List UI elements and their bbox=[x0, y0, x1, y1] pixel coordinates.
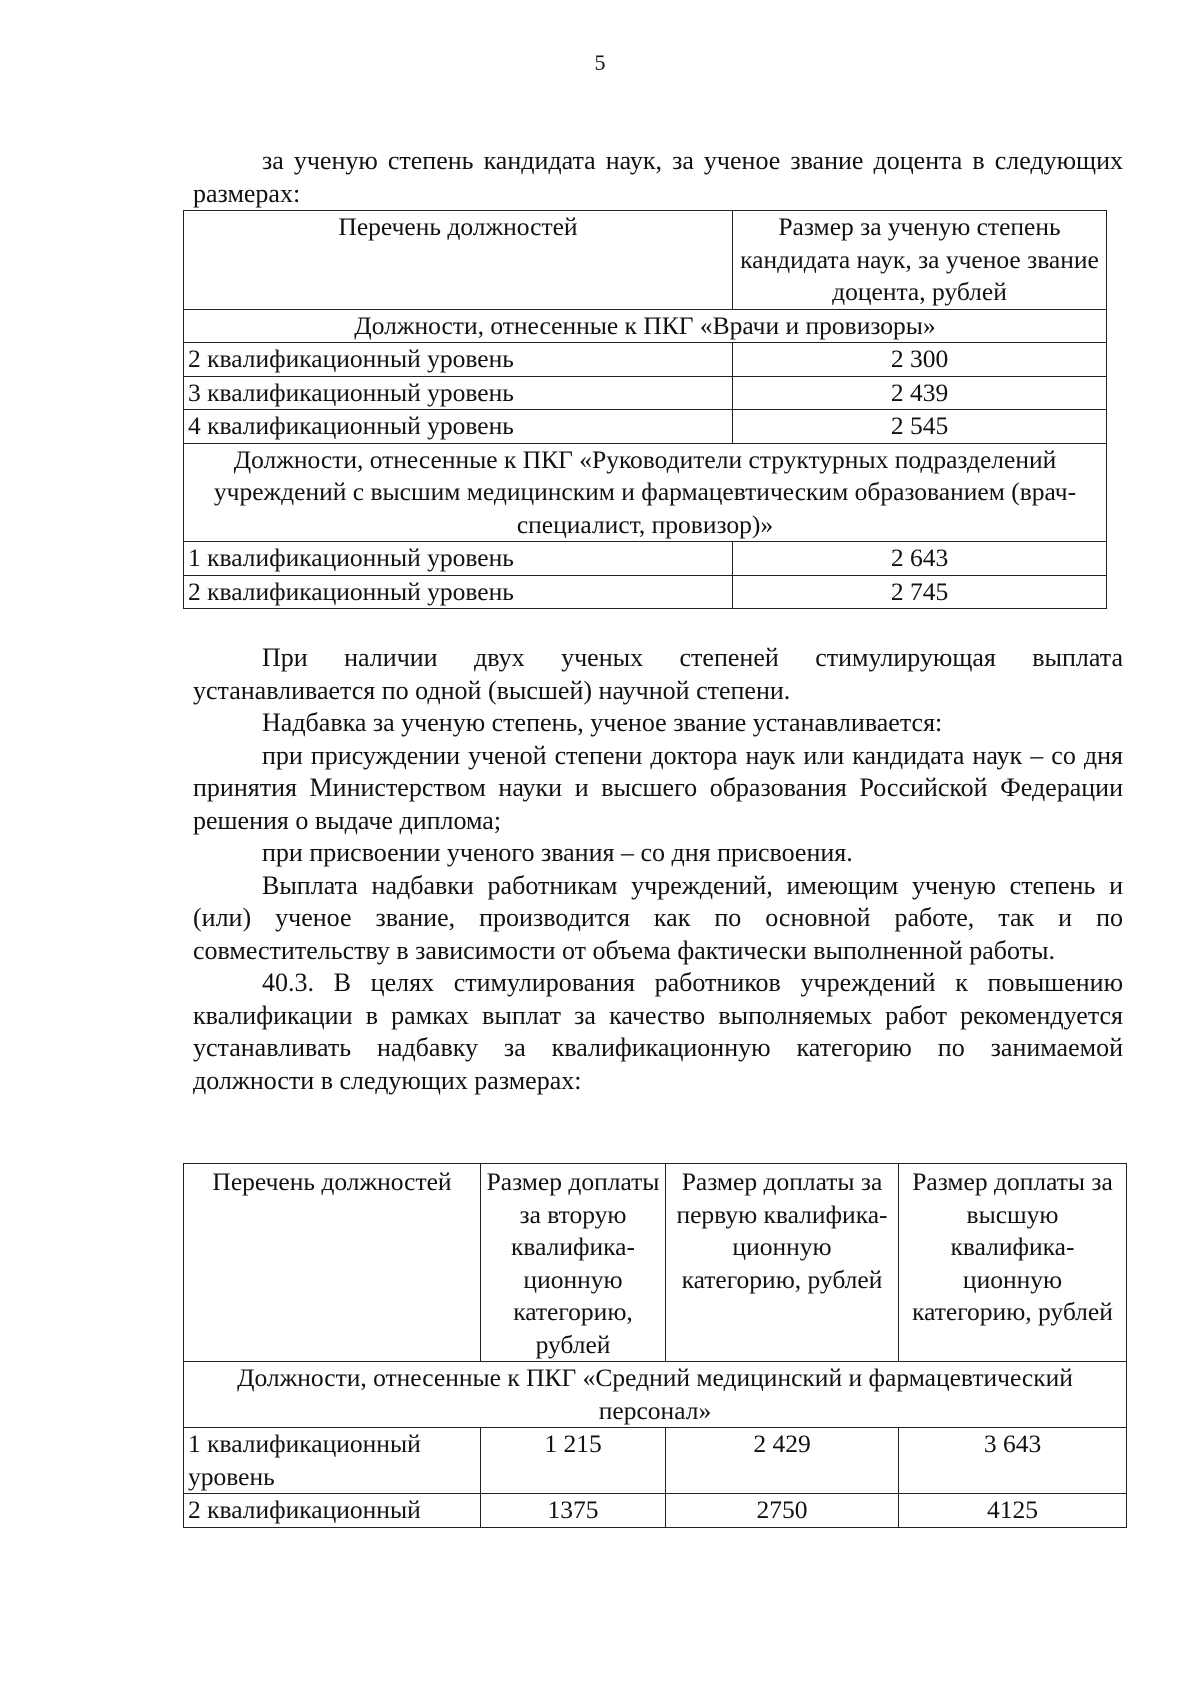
amount-cell: 2 745 bbox=[733, 575, 1107, 609]
column-header-highest-category: Размер доплаты за высшую квалифика-ционную категорию, рублей bbox=[899, 1164, 1127, 1362]
paragraph-40-3: 40.3. В целях стимулирования работников учреждений к повышению квалификации в рамках выплат за качество выполняемых работ рекомендуется устанавливать надбавку за квалификационную категорию по занимаемой должности в следующих размерах: bbox=[193, 968, 1123, 1095]
amount-cell: 2 545 bbox=[733, 410, 1107, 444]
paragraph: При наличии двух ученых степеней стимулирующая выплата устанавливается по одной (высшей) научной степени. bbox=[193, 643, 1123, 705]
level-cell: 1 квалификационный уровень bbox=[184, 542, 733, 576]
second-category-cell: 1375 bbox=[481, 1494, 666, 1528]
table-row bbox=[184, 1494, 1127, 1528]
amount-cell: 2 643 bbox=[733, 542, 1107, 576]
paragraph: при присуждении ученой степени доктора наук или кандидата наук – со дня принятия Министерством науки и высшего образования Российской Федерации решения о выдаче диплома; bbox=[193, 740, 1123, 835]
intro-paragraph: за ученую степень кандидата наук, за ученое звание доцента в следующих размерах: bbox=[193, 146, 1123, 208]
column-header-positions: Перечень должностей bbox=[184, 1164, 481, 1362]
group-row bbox=[184, 309, 1107, 343]
academic-degree-table bbox=[183, 210, 1107, 609]
body-text bbox=[193, 642, 1123, 1097]
level-cell: 2 квалификационный уровень bbox=[184, 343, 733, 377]
group-title-doctors: Должности, отнесенные к ПКГ «Врачи и провизоры» bbox=[184, 309, 1107, 343]
group-row bbox=[184, 1362, 1127, 1428]
table-header-row bbox=[184, 1164, 1127, 1362]
table-row bbox=[184, 1428, 1127, 1494]
intro-block bbox=[193, 145, 1123, 210]
first-category-cell: 2 429 bbox=[666, 1428, 899, 1494]
highest-category-cell: 3 643 bbox=[899, 1428, 1127, 1494]
first-category-cell: 2750 bbox=[666, 1494, 899, 1528]
amount-cell: 2 439 bbox=[733, 376, 1107, 410]
column-header-positions: Перечень должностей bbox=[184, 211, 733, 310]
table-row bbox=[184, 542, 1107, 576]
table-header-row bbox=[184, 211, 1107, 310]
paragraph: Выплата надбавки работникам учреждений, имеющим ученую степень и (или) ученое звание, производится как по основной работе, так и по совместительству в зависимости от объема фактически выполненной работы. bbox=[193, 870, 1123, 965]
level-cell: 4 квалификационный уровень bbox=[184, 410, 733, 444]
group-row bbox=[184, 443, 1107, 542]
table-row bbox=[184, 376, 1107, 410]
group-title-nursing: Должности, отнесенные к ПКГ «Средний медицинский и фармацевтический персонал» bbox=[184, 1362, 1127, 1428]
page-number: 5 bbox=[594, 50, 606, 75]
qualification-category-table bbox=[183, 1163, 1127, 1528]
table-row bbox=[184, 410, 1107, 444]
table-row bbox=[184, 343, 1107, 377]
paragraph: Надбавка за ученую степень, ученое звание устанавливается: bbox=[262, 708, 943, 737]
amount-cell: 2 300 bbox=[733, 343, 1107, 377]
second-category-cell: 1 215 bbox=[481, 1428, 666, 1494]
column-header-second-category: Размер доплаты за вторую квалифика-ционную категорию, рублей bbox=[481, 1164, 666, 1362]
level-cell: 2 квалификационный bbox=[184, 1494, 481, 1528]
highest-category-cell: 4125 bbox=[899, 1494, 1127, 1528]
column-header-first-category: Размер доплаты за первую квалифика-ционную категорию, рублей bbox=[666, 1164, 899, 1362]
table-row bbox=[184, 575, 1107, 609]
column-header-amount: Размер за ученую степень кандидата наук, за ученое звание доцента, рублей bbox=[733, 211, 1107, 310]
paragraph: при присвоении ученого звания – со дня присвоения. bbox=[262, 838, 853, 867]
level-cell: 1 квалификационный уровень bbox=[184, 1428, 481, 1494]
group-title-heads: Должности, отнесенные к ПКГ «Руководители структурных подразделений учреждений с высшим медицинским и фармацевтическим образованием (врач-специалист, провизор)» bbox=[184, 443, 1107, 542]
level-cell: 2 квалификационный уровень bbox=[184, 575, 733, 609]
level-cell: 3 квалификационный уровень bbox=[184, 376, 733, 410]
